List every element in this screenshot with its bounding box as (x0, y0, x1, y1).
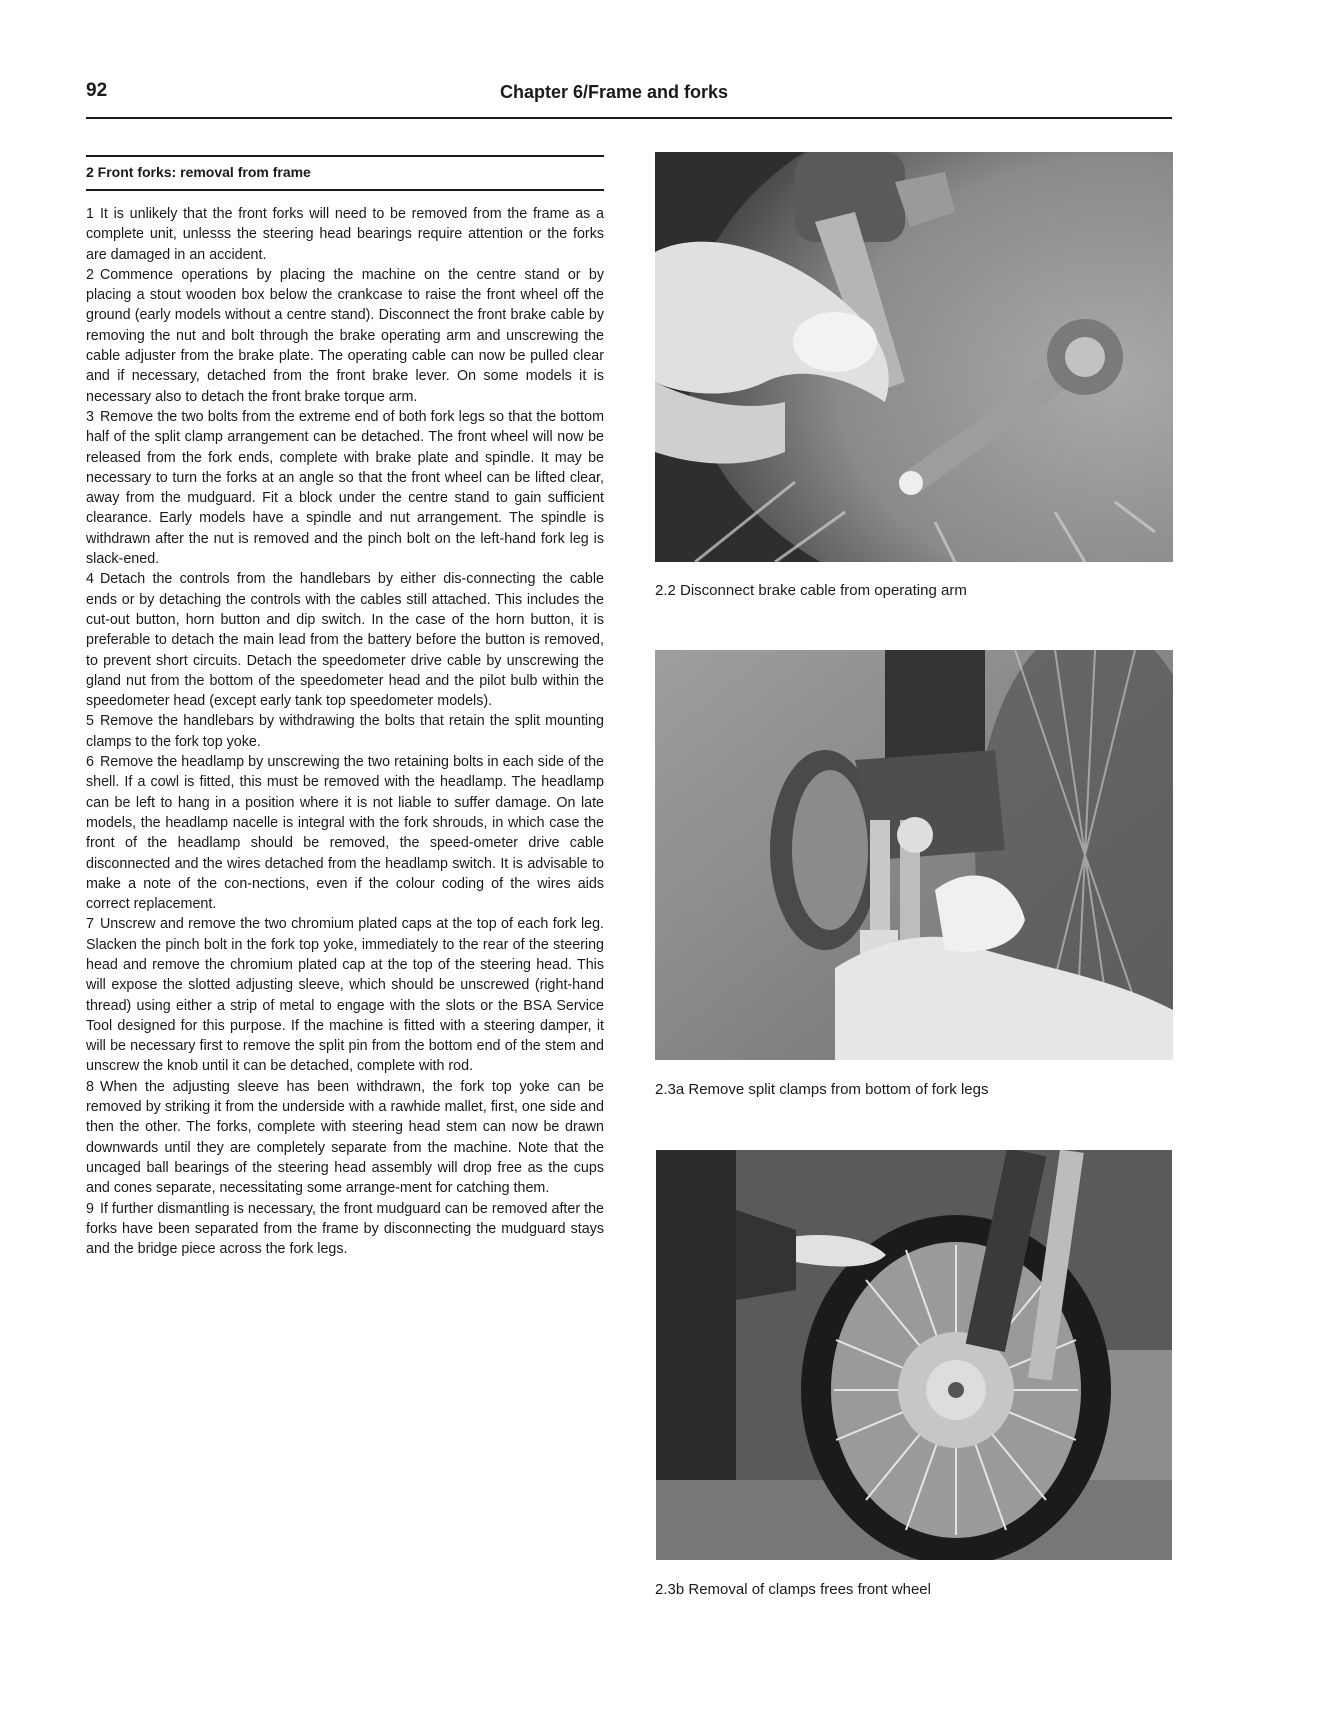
section-rule-bottom (86, 189, 604, 191)
paragraph-number: 1 (86, 206, 94, 222)
paragraph-number: 8 (86, 1078, 94, 1095)
paragraph-text: If further dismantling is necessary, the front mudguard can be removed after the forks have been separated from the frame by disconnecting the mudguard stays and the bridge piece across the fork legs. (86, 1200, 604, 1258)
paragraph-text: Unscrew and remove the two chromium plated caps at the top of each fork leg. Slacken the pinch bolt in the fork top yoke, immediately to the rear of the steering head and remove the chromium plated cap at the top of the steering head. This will expose the slotted adjusting sleeve, which should be unscrewed (right-hand thread) using either a strip of metal to engage with the slots or the BSA Service Tool designed for this purpose. If the machine is fitted with a steering damper, it will be necessary first to remove the split pin from the bottom end of the stem and unscrew the knob until it can be detached, complete with rod. (86, 916, 604, 1075)
paragraph-number: 6 (86, 754, 94, 771)
figure-caption: 2.2 Disconnect brake cable from operating arm (655, 582, 967, 599)
paragraph (86, 752, 604, 914)
paragraph-text: Commence operations by placing the machine on the centre stand or by placing a stout wooden box below the crankcase to raise the front wheel off the ground (early models without a centre stand). Disconnect the front brake cable by removing the nut and bolt through the brake operating arm and unscrewing the cable adjuster from the brake plate. The operating cable can now be pulled clear and if necessary, detached from the front brake lever. On some models it is necessary also to detach the front brake torque arm. (86, 266, 604, 405)
paragraph (86, 1077, 604, 1199)
figure-caption: 2.3a Remove split clamps from bottom of fork legs (655, 1081, 989, 1098)
figure-caption: 2.3b Removal of clamps frees front wheel (655, 1581, 931, 1598)
chapter-title: Chapter 6/Frame and forks (500, 82, 729, 102)
paragraph (86, 914, 604, 1076)
paragraph-number: 4 (86, 571, 94, 588)
paragraph-number: 3 (86, 408, 94, 425)
paragraph-text: Remove the two bolts from the extreme end of both fork legs so that the bottom half of the split clamp arrangement can be detached. The front wheel will now be released from the fork ends, complete with brake plate and spindle. It may be necessary to turn the forks at an angle so that the front wheel can be lifted clear, away from the mudguard. Fit a block under the centre stand to gain sufficient clearance. Early models have a spindle and nut arrangement. The spindle is withdrawn after the nut is removed and the pinch bolt on the left-hand fork leg is slack-ened. (86, 408, 604, 568)
paragraph-text: Remove the headlamp by unscrewing the two retaining bolts in each side of the shell. If a cowl is fitted, this must be removed with the headlamp. The headlamp can be left to hang in a position where it is not liable to suffer damage. On late models, the headlamp nacelle is integral with the fork shrouds, in which case the front of the headlamp should be removed, the speed-ometer drive cable disconnected and the wires detached from the headlamp switch. It is advisable to make a note of the con-nections, even if the colour coding of the wires aids correct replacement. (86, 754, 604, 913)
paragraph-number: 9 (86, 1200, 94, 1217)
paragraph-number: 5 (86, 713, 94, 730)
photo-front-wheel (656, 1150, 1172, 1560)
paragraph (86, 711, 604, 752)
photo-brake-cable (655, 152, 1173, 562)
header-rule (86, 117, 1172, 119)
body-text (86, 204, 604, 1259)
paragraph-text: Detach the controls from the handlebars by either dis-connecting the cable ends or by detaching the controls with the cables still attached. This includes the cut-out button, horn button and dip switch. In the case of the horn button, it is preferable to detach the main lead from the battery before the button is removed, to prevent short circuits. Detach the speedometer drive cable by unscrewing the gland nut from the bottom of the speedometer head and the pilot bulb within the speedometer head (except early tank top speedometer models). (86, 571, 604, 710)
page-number: 92 (86, 80, 108, 101)
photo-split-clamps (655, 650, 1173, 1060)
paragraph (86, 1199, 604, 1260)
paragraph-number: 7 (86, 916, 94, 933)
section-rule-top (86, 155, 604, 157)
section-heading: 2 Front forks: removal from frame (86, 164, 311, 180)
paragraph (86, 204, 604, 265)
paragraph (86, 265, 604, 407)
paragraph-text: It is unlikely that the front forks will need to be removed from the frame as a complete unit, unlesss the steering head bearings require attention or the forks are damaged in an accident. (86, 206, 604, 263)
paragraph-text: Remove the handlebars by withdrawing the bolts that retain the split mounting clamps to the fork top yoke. (86, 713, 604, 750)
paragraph (86, 569, 604, 711)
paragraph-number: 2 (86, 266, 94, 283)
paragraph-text: When the adjusting sleeve has been withdrawn, the fork top yoke can be removed by striking it from the underside with a rawhide mallet, first, one side and then the other. The forks, complete with steering head stem can now be drawn downwards until they are completely separate from the machine. Note that the uncaged ball bearings of the steering head assembly will drop free as the cups and cones separate, necessitating some arrange-ment for catching them. (86, 1078, 604, 1197)
paragraph (86, 407, 604, 569)
